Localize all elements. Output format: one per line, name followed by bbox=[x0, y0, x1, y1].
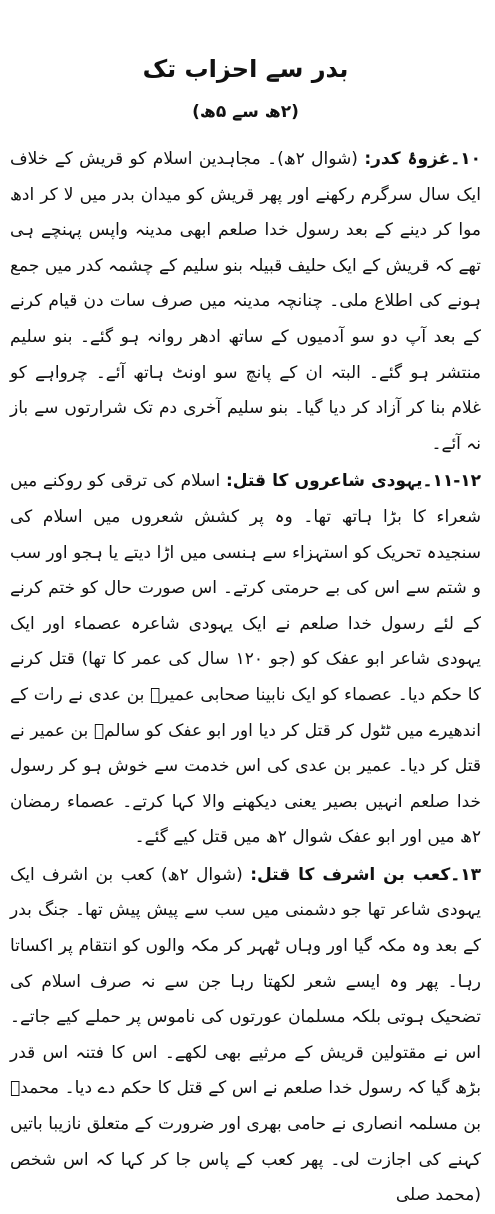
section-ghazwa-kudr bbox=[10, 142, 481, 462]
section-heading: کعب بن اشرف کا قتل: bbox=[250, 864, 451, 885]
section-kaab-bin-ashraf bbox=[10, 858, 481, 1214]
section-heading: غزوۂ کدر: bbox=[364, 149, 451, 169]
section-number: ۱۰۔ bbox=[450, 149, 482, 169]
chapter-body bbox=[10, 142, 481, 1214]
section-number: ۱۱-۱۲۔ bbox=[422, 471, 482, 492]
section-text: اسلام کی ترقی کو روکنے میں شعراء کا بڑا ہاتھ تھا۔ وہ پر کشش شعروں میں اسلام کی سنجیدہ تحریک کو استہزاء سے ہنسی میں اڑا دیتے یا ہجو اور سب و شتم سے اس کی بے حرمتی کرتے۔ اس صورت حال کو ختم کرنے کے لئے رسول خدا صلعم نے ایک یہودی شاعرہ عصماء اور ایک یہودی شاعر ابو عفک کو (جو ۱۲۰ سال کی عمر کا تھا) قتل کرنے کا حکم دیا۔ عصماء کو ایک نابینا صحابی عمیرؓ بن عدی نے رات کے اندھیرے میں ٹٹول کر قتل کر دیا اور ابو عفک کو سالمؓ بن عمیر نے قتل کر دیا۔ عمیر بن عدی کی اس خدمت سے خوش ہو کر رسول خدا صلعم انہیں بصیر یعنی دیکھنے والا کہا کرتے۔ عصماء رمضان ۲ھ میں اور ابو عفک شوال ۲ھ میں قتل کیے گئے۔ bbox=[10, 471, 481, 848]
section-jewish-poets bbox=[10, 464, 481, 856]
section-number: ۱۳۔ bbox=[450, 864, 482, 885]
section-heading: یہودی شاعروں کا قتل: bbox=[225, 471, 423, 492]
chapter-date-range: (۲ھ سے ۵ھ) bbox=[192, 102, 299, 122]
section-text: (شوال ۲ھ) کعب بن اشرف ایک یہودی شاعر تھا جو دشمنی میں سب سے پیش پیش تھا۔ جنگ بدر کے بعد وہ مکہ گیا اور وہاں ٹھہر کر مکہ والوں کو انتقام پر اکساتا رہا۔ پھر وہ ایسے شعر لکھتا رہا جن سے نہ صرف اسلام کی تضحیک ہوتی بلکہ مسلمان عورتوں کی ناموس پر حملے کیے جاتے۔ اس نے مقتولین قریش کے مرثیے بھی لکھے۔ اس کا فتنہ اس قدر بڑھ گیا کہ رسول خدا صلعم نے اس کے قتل کا حکم دے دیا۔ محمدؓ بن مسلمہ انصاری نے حامی بھری اور ضرورت کے متعلق نازیبا باتیں کہنے کی اجازت لی۔ پھر کعب کے پاس جا کر کہا کہ اس شخص (محمد صلی bbox=[10, 864, 481, 1206]
chapter-title: بدر سے احزاب تک bbox=[142, 55, 349, 83]
section-text: (شوال ۲ھ)۔ مجاہدین اسلام کو قریش کے خلاف ایک سال سرگرم رکھنے اور پھر قریش کو میدان بدر میں لا کر ادھ موا کر دینے کے بعد رسول خدا صلعم ابھی مدینہ واپس پہنچے ہی تھے کہ قریش کے ایک حلیف قبیلہ بنو سلیم کے چشمہ کدر میں جمع ہونے کی اطلاع ملی۔ چنانچہ مدینہ میں صرف سات دن قیام کرنے کے بعد آپ دو سو آدمیوں کے ساتھ ادھر روانہ ہو گئے۔ بنو سلیم منتشر ہو گئے۔ البتہ ان کے پانچ سو اونٹ ہاتھ آئے۔ چرواہے کو غلام بنا کر آزاد کر دیا گیا۔ بنو سلیم آخری دم تک شرارتوں سے باز نہ آئے۔ bbox=[10, 149, 481, 454]
